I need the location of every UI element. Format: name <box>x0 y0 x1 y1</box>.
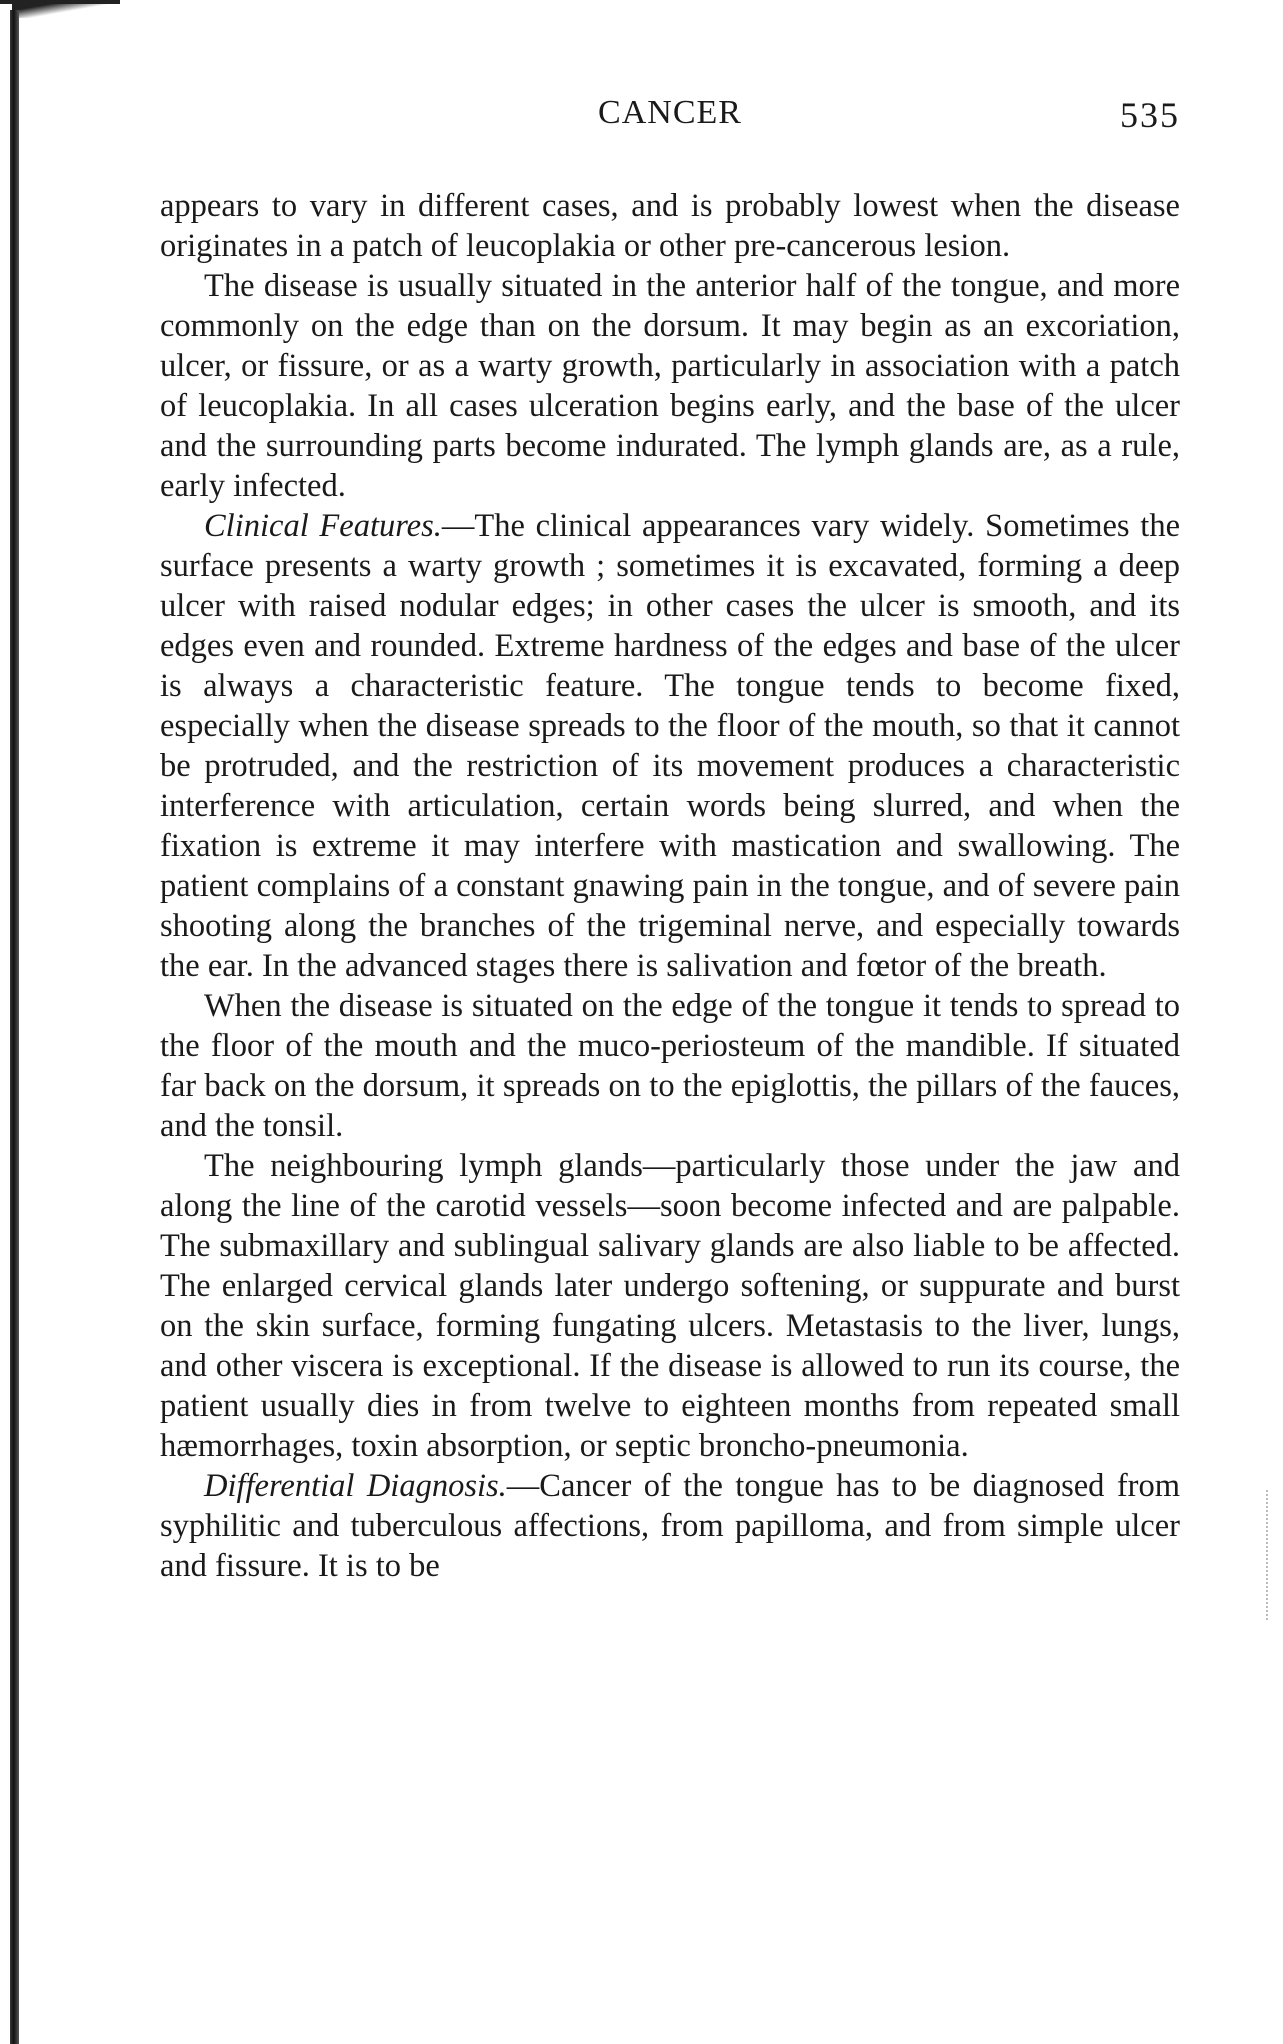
paragraph-lymph-glands: The neighbouring lymph glands—particularly those under the jaw and along the line of the carotid vessels—soon become infected and are palpable. The submaxillary and sublingual salivary glands are also liable to be affected. The enlarged cervical glands later undergo softening, or suppurate and burst on the skin surface, forming fungating ulcers. Metastasis to the liver, lungs, and other viscera is exceptional. If the disease is allowed to run its course, the patient usually dies in from twelve to eighteen months from repeated small hæmorrhages, toxin absorption, or septic broncho-pneumonia. <box>160 1148 1180 1464</box>
differential-diagnosis-text: —Cancer of the tongue has to be diagnosed from syphilitic and tuberculous affections, from papilloma, and from simple ulcer and fissure. It is to be <box>160 1468 1180 1584</box>
clinical-features-text: —The clinical appearances vary widely. Sometimes the surface presents a warty growth ; sometimes it is excavated, forming a deep ulcer with raised nodular edges; in other cases the ulcer is smooth, and its edges even and rounded. Extreme hardness of the edges and base of the ulcer is always a characteristic feature. The tongue tends to become fixed, especially when the disease spreads to the floor of the mouth, so that it cannot be protruded, and the restriction of its movement produces a characteristic interference with articulation, certain words being slurred, and when the fixation is extreme it may interfere with mastication and swallowing. The patient complains of a constant gnawing pain in the tongue, and of severe pain shooting along the branches of the trigeminal nerve, and especially towards the ear. In the advanced stages there is salivation and fœtor of the breath. <box>160 508 1180 984</box>
page-number: 535 <box>1120 95 1180 135</box>
binding-spine-line <box>10 10 19 2044</box>
paragraph-site-of-disease: The disease is usually situated in the anterior half of the tongue, and more commonly on the edge than on the dorsum. It may begin as an excoriation, ulcer, or fissure, or as a warty growth, particularly in association with a patch of leucoplakia. In all cases ulceration begins early, and the base of the ulcer and the surrounding parts become indurated. The lymph glands are, as a rule, early infected. <box>160 268 1180 504</box>
running-head: CANCER <box>598 94 742 131</box>
paragraph-differential-diagnosis <box>160 1466 1180 1586</box>
section-heading-differential-diagnosis: Differential Diagnosis. <box>204 1468 507 1504</box>
page-header <box>160 94 1180 144</box>
body-text <box>160 186 1180 1586</box>
page-binding-edge <box>0 0 30 2044</box>
paragraph-spread: When the disease is situated on the edge of the tongue it tends to spread to the floor of the mouth and the muco-periosteum of the mandible. If situated far back on the dorsum, it spreads on to the epiglottis, the pillars of the fauces, and the tonsil. <box>160 988 1180 1144</box>
section-heading-clinical-features: Clinical Features. <box>204 508 442 544</box>
paragraph-continued: appears to vary in different cases, and is probably lowest when the disease originates in a patch of leucoplakia or other pre-cancerous lesion. <box>160 188 1180 264</box>
paragraph-clinical-features <box>160 506 1180 986</box>
margin-scan-marks <box>1266 1490 1271 1620</box>
